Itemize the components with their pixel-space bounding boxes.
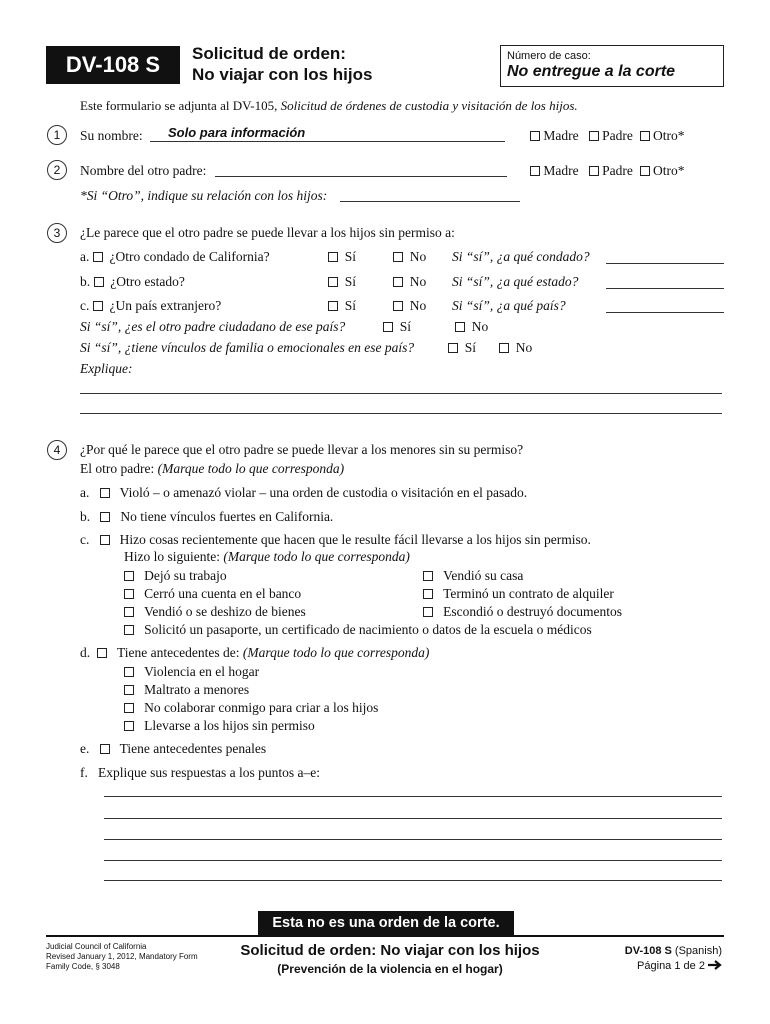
s4-a-checkbox[interactable]: [100, 488, 110, 498]
intro-italic: Solicitud de órdenes de custodia y visitación de los hijos.: [280, 98, 578, 113]
s4-d4-checkbox[interactable]: [124, 721, 134, 731]
title-line-1: Solicitud de orden:: [192, 44, 346, 63]
s3-c-yes: [328, 298, 356, 314]
s3-b-no-checkbox[interactable]: [393, 277, 403, 287]
s3-c-yes-label: Sí: [344, 298, 357, 313]
s4-c3-checkbox[interactable]: [124, 589, 134, 599]
s4-c5-text: Vendió o se deshizo de bienes: [144, 604, 306, 619]
s4-c-checkbox[interactable]: [100, 535, 110, 545]
s4-d-letter: d.: [80, 645, 91, 660]
s3-ties-yes: [448, 340, 476, 356]
case-number-box: [500, 45, 724, 87]
s4-d3-text: No colaborar conmigo para criar a los hijos: [144, 700, 379, 715]
footer-page: Página 1 de 2: [637, 960, 705, 972]
s4-explain-line-2[interactable]: [104, 818, 722, 819]
s3-ties-no: [499, 340, 532, 356]
s4-sub: [80, 461, 344, 477]
s4-d3-checkbox[interactable]: [124, 703, 134, 713]
s4-a-text: Violó – o amenazó violar – una orden de custodia o visitación en el pasado.: [119, 485, 528, 500]
footer-title: Solicitud de orden: No viajar con los hijos: [240, 942, 540, 959]
footer-language: (Spanish): [671, 945, 722, 957]
s4-c2: [423, 568, 523, 584]
s3-a-checkbox[interactable]: [93, 252, 103, 262]
s4-c6-text: Escondió o destruyó documentos: [443, 604, 622, 619]
s3-citizen-question: Si “sí”, ¿es el otro padre ciudadano de ese país?: [80, 319, 346, 334]
title-line-2: No viajar con los hijos: [192, 65, 373, 84]
footer-center: [180, 941, 600, 977]
s4-c2-text: Vendió su casa: [443, 568, 524, 583]
s4-f-row: [80, 765, 320, 781]
s3-c-label: [80, 298, 221, 314]
s4-d4-text: Llevarse a los hijos sin permiso: [144, 718, 315, 733]
s2-otro-label: Otro*: [652, 163, 685, 178]
s3-b-follow: Si “sí”, ¿a qué estado?: [452, 274, 579, 289]
s4-c5: [124, 604, 306, 620]
s4-c6: [423, 604, 622, 620]
section-4-number: 4: [47, 440, 67, 460]
s3-citizen-no-label: No: [471, 319, 489, 334]
s4-d4: [124, 718, 315, 734]
s4-d-checkbox[interactable]: [97, 648, 107, 658]
footer-form-id: DV-108 S: [624, 945, 672, 957]
s4-c7-checkbox[interactable]: [124, 625, 134, 635]
section-2-number: 2: [47, 160, 67, 180]
s4-d-italic: (Marque todo lo que corresponda): [242, 645, 430, 660]
s4-c-sub: [124, 549, 410, 565]
footer-left-2: Revised January 1, 2012, Mandatory Form: [46, 952, 198, 961]
footer-left-3: Family Code, § 3048: [46, 962, 120, 971]
s3-ties-yes-label: Sí: [464, 340, 477, 355]
not-court-order-banner: [258, 911, 514, 935]
s1-padre-label: Padre: [602, 128, 633, 143]
footer-right: [625, 944, 722, 974]
s4-c-sub-italic: (Marque todo lo que corresponda): [223, 549, 410, 564]
s3-ties-no-label: No: [515, 340, 533, 355]
case-number-label: Número de caso:: [507, 50, 591, 62]
relationship-line[interactable]: [340, 201, 520, 202]
s3-a-text: ¿Otro condado de California?: [109, 249, 270, 264]
s4-b-text: No tiene vínculos fuertes en California.: [120, 509, 334, 524]
s4-c-letter: c.: [80, 532, 90, 547]
s4-c4-text: Terminó un contrato de alquiler: [443, 586, 614, 601]
s2-padre-checkbox[interactable]: [589, 166, 599, 176]
intro-text: [80, 98, 578, 114]
s4-e-letter: e.: [80, 741, 90, 756]
other-parent-line[interactable]: [215, 176, 507, 177]
s4-c-text: Hizo cosas recientemente que hacen que le resulte fácil llevarse a los hijos sin permiso.: [119, 532, 591, 547]
s3-a-label: [80, 249, 270, 265]
s3-a-follow: Si “sí”, ¿a qué condado?: [452, 249, 590, 264]
s3-b-yes-checkbox[interactable]: [328, 277, 338, 287]
s2-padre-label: Padre: [602, 163, 633, 178]
s4-explain-line-1[interactable]: [104, 796, 722, 797]
s3-b-checkbox[interactable]: [94, 277, 104, 287]
s3-citizen-yes-label: Sí: [399, 319, 412, 334]
s3-a-no-label: No: [409, 249, 427, 264]
s2-otro-checkbox[interactable]: [640, 166, 650, 176]
s1-madre-checkbox[interactable]: [530, 131, 540, 141]
s4-c3: [124, 586, 301, 602]
s3-a-yes: [328, 249, 356, 265]
s4-b-row: [80, 509, 333, 525]
s1-padre-checkbox[interactable]: [589, 131, 599, 141]
form-id: DV-108 S: [65, 52, 161, 77]
footer-left: [46, 942, 198, 972]
s3-c-letter: c.: [80, 298, 90, 313]
s3-b-letter: b.: [80, 274, 91, 289]
s3-b-text: ¿Otro estado?: [110, 274, 185, 289]
s4-sub-plain: El otro padre:: [80, 461, 158, 476]
s4-explain-line-3[interactable]: [104, 839, 722, 840]
s3-c-yes-checkbox[interactable]: [328, 301, 338, 311]
s4-explain-line-4[interactable]: [104, 860, 722, 861]
s4-c2-checkbox[interactable]: [423, 571, 433, 581]
s3-citizen-no-checkbox[interactable]: [455, 322, 465, 332]
s3-c-no-checkbox[interactable]: [393, 301, 403, 311]
s4-c7-text: Solicitó un pasaporte, un certificado de nacimiento o datos de la escuela o médicos: [144, 622, 592, 637]
s1-options: [530, 128, 684, 144]
intro-plain: Este formulario se adjunta al DV-105,: [80, 98, 281, 113]
s3-a-line[interactable]: [606, 263, 724, 264]
s3-b-no-label: No: [409, 274, 427, 289]
s3-a-letter: a.: [80, 249, 90, 264]
s4-c1: [124, 568, 227, 584]
s4-d3: [124, 700, 378, 716]
your-name-value[interactable]: Solo para información: [168, 125, 306, 140]
form-title: [192, 43, 372, 85]
form-id-box: [46, 46, 180, 84]
your-name-label: Su nombre:: [80, 128, 143, 143]
s3-b-no: [393, 274, 426, 290]
s3-c-no-label: No: [409, 298, 427, 313]
s4-c1-text: Dejó su trabajo: [144, 568, 227, 583]
your-name-line[interactable]: [150, 141, 505, 142]
s4-d-row: [80, 645, 429, 661]
footer-page-line: [625, 959, 722, 974]
s4-d-text: Tiene antecedentes de:: [117, 645, 243, 660]
s3-b-yes-label: Sí: [344, 274, 357, 289]
s4-c-sub-plain: Hizo lo siguiente:: [124, 549, 224, 564]
s3-c-no: [393, 298, 426, 314]
s3-c-text: ¿Un país extranjero?: [109, 298, 222, 313]
s3-c-checkbox[interactable]: [93, 301, 103, 311]
s1-otro-label: Otro*: [652, 128, 685, 143]
s4-c3-text: Cerró una cuenta en el banco: [144, 586, 302, 601]
s2-madre-label: Madre: [543, 163, 579, 178]
s4-b-checkbox[interactable]: [100, 512, 110, 522]
s4-c4: [423, 586, 614, 602]
s4-e-row: [80, 741, 266, 757]
s3-a-no: [393, 249, 426, 265]
s4-e-text: Tiene antecedentes penales: [119, 741, 267, 756]
banner-text: Esta no es una orden de la corte.: [272, 915, 500, 931]
s3-ties-yes-checkbox[interactable]: [448, 343, 458, 353]
s3-b-label: [80, 274, 185, 290]
s4-e-checkbox[interactable]: [100, 744, 110, 754]
s4-c6-checkbox[interactable]: [423, 607, 433, 617]
other-parent-label: Nombre del otro padre:: [80, 163, 207, 178]
relationship-note: *Si “Otro”, indique su relación con los hijos:: [80, 188, 328, 203]
s4-a-row: [80, 485, 527, 501]
arrow-right-icon: [708, 960, 722, 970]
s3-b-yes: [328, 274, 356, 290]
s3-b-line[interactable]: [606, 288, 724, 289]
s3-citizen-no: [455, 319, 488, 335]
s4-c7: [124, 622, 592, 638]
s2-options: [530, 163, 684, 179]
section-1-number: 1: [47, 125, 67, 145]
s1-madre-label: Madre: [543, 128, 579, 143]
s4-c5-checkbox[interactable]: [124, 607, 134, 617]
s4-f-text: Explique sus respuestas a los puntos a–e:: [98, 765, 320, 780]
s3-a-no-checkbox[interactable]: [393, 252, 403, 262]
footer-left-1: Judicial Council of California: [46, 942, 147, 951]
s4-d2-checkbox[interactable]: [124, 685, 134, 695]
s3-explain-label: Explique:: [80, 361, 133, 376]
s4-explain-line-5[interactable]: [104, 880, 722, 881]
s4-d1: [124, 664, 259, 680]
footer-subtitle: (Prevención de la violencia en el hogar): [277, 962, 503, 976]
footer-form-id-line: [625, 944, 722, 959]
s3-citizen-yes-checkbox[interactable]: [383, 322, 393, 332]
s3-c-follow: Si “sí”, ¿a qué país?: [452, 298, 566, 313]
s4-f-letter: f.: [80, 765, 88, 780]
s4-question: ¿Por qué le parece que el otro padre se puede llevar a los menores sin su permiso?: [80, 442, 524, 457]
s3-question: ¿Le parece que el otro padre se puede llevar a los hijos sin permiso a:: [80, 225, 455, 240]
s4-d1-checkbox[interactable]: [124, 667, 134, 677]
s4-c4-checkbox[interactable]: [423, 589, 433, 599]
s1-otro-checkbox[interactable]: [640, 131, 650, 141]
s4-c-row: [80, 532, 591, 548]
s4-b-letter: b.: [80, 509, 91, 524]
section-3-number: 3: [47, 223, 67, 243]
s3-explain-line-1[interactable]: [80, 393, 722, 394]
s4-d2: [124, 682, 249, 698]
footer-rule: [46, 935, 724, 937]
s3-ties-question: Si “sí”, ¿tiene vínculos de familia o emocionales en ese país?: [80, 340, 415, 355]
s3-citizen-yes: [383, 319, 411, 335]
s4-d1-text: Violencia en el hogar: [144, 664, 260, 679]
s3-a-yes-label: Sí: [344, 249, 357, 264]
case-number-value[interactable]: No entregue a la corte: [507, 63, 676, 80]
s3-c-line[interactable]: [606, 312, 724, 313]
s4-d2-text: Maltrato a menores: [144, 682, 250, 697]
s3-ties-no-checkbox[interactable]: [499, 343, 509, 353]
s3-explain-line-2[interactable]: [80, 413, 722, 414]
s2-madre-checkbox[interactable]: [530, 166, 540, 176]
s4-a-letter: a.: [80, 485, 90, 500]
s4-c1-checkbox[interactable]: [124, 571, 134, 581]
s3-a-yes-checkbox[interactable]: [328, 252, 338, 262]
s4-sub-italic: (Marque todo lo que corresponda): [157, 461, 345, 476]
